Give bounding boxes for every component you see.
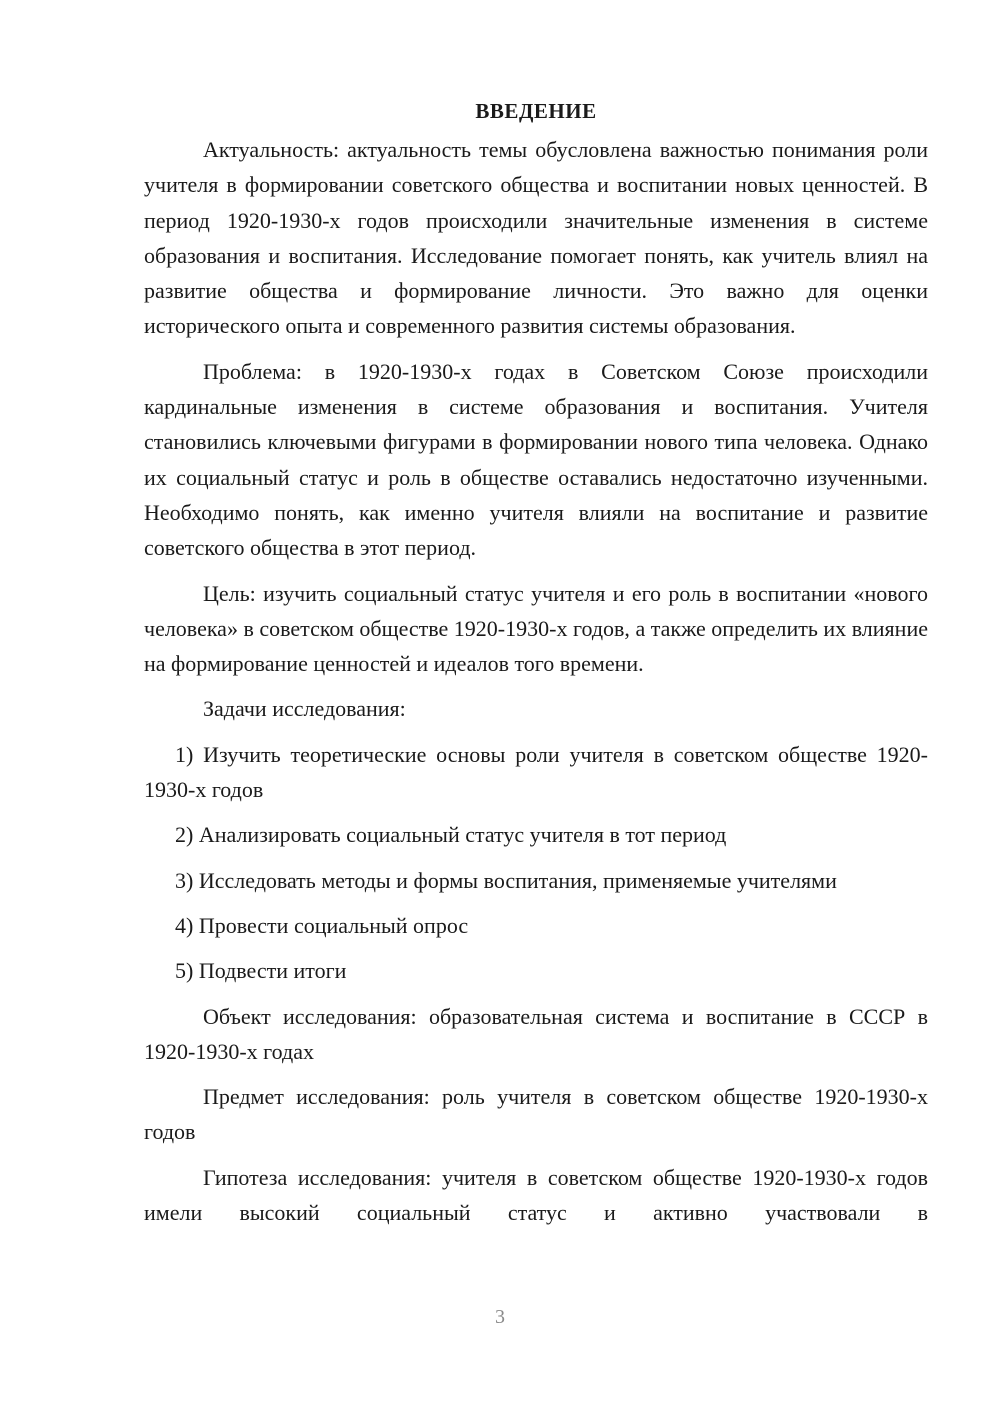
task-item-3: 3) Исследовать методы и формы воспитания, применяемые учителями [175, 867, 837, 893]
task-item-2: 2) Анализировать социальный статус учителя в тот период [175, 822, 727, 848]
page-number: 3 [495, 1306, 505, 1328]
document-page [144, 96, 928, 1240]
relevance-paragraph: Актуальность: актуальность темы обусловлена важностью понимания роли учителя в формировании советского общества и воспитании новых ценностей. В период 1920-1930-х годов происходили значительные изменения в системе образования и воспитания. Исследование помогает понять, как учитель влиял на развитие общества и формирование личности. Это важно для оценки исторического опыта и современного развития системы образования. [144, 137, 928, 339]
goal-paragraph: Цель: изучить социальный статус учителя и его роль в воспитании «нового человека» в советском обществе 1920-1930-х годов, а также определить их влияние на формирование ценностей и идеалов того времени. [144, 580, 928, 677]
task-item-4: 4) Провести социальный опрос [175, 912, 469, 938]
task-item-5: 5) Подвести итоги [175, 958, 347, 984]
section-heading: ВВЕДЕНИЕ [475, 99, 597, 123]
subject-paragraph: Предмет исследования: роль учителя в советском обществе 1920-1930-х годов [144, 1084, 928, 1145]
task-item-1: 1) Изучить теоретические основы роли учителя в советском обществе 1920-1930-х годов [144, 741, 928, 803]
tasks-title: Задачи исследования: [203, 696, 406, 722]
object-paragraph: Объект исследования: образовательная система и воспитание в СССР в 1920-1930-х годах [144, 1003, 928, 1064]
hypothesis-paragraph: Гипотеза исследования: учителя в советском обществе 1920-1930-х годов имели высокий социальный статус и активно участвовали в [144, 1164, 928, 1226]
problem-paragraph: Проблема: в 1920-1930-х годах в Советском Союзе происходили кардинальные изменения в системе образования и воспитания. Учителя становились ключевыми фигурами в формировании нового типа человека. Однако их социальный статус и роль в обществе оставались недостаточно изученными. Необходимо понять, как именно учителя влияли на воспитание и развитие советского общества в этот период. [144, 358, 928, 561]
